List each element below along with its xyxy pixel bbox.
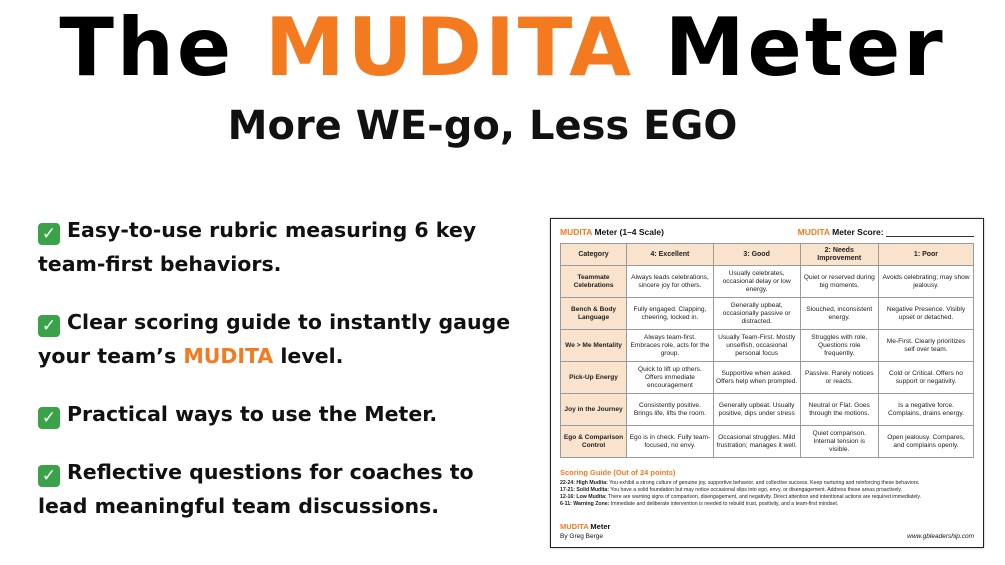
check-icon: ✓	[38, 315, 60, 337]
rubric-document-preview	[550, 218, 984, 548]
rubric-header-row	[561, 244, 974, 266]
rubric-cell: Open jealousy. Compares, and complains openly.	[878, 426, 973, 458]
footer-url: www.gbleadership.com	[907, 533, 974, 540]
rubric-cell: Negative Presence. Visibly upset or detached.	[878, 298, 973, 330]
rubric-cell: Always team-first. Embraces role, acts for the group.	[627, 330, 714, 362]
scoring-guide-line	[560, 501, 974, 508]
rubric-cell: Me-First. Clearly prioritizes self over team.	[878, 330, 973, 362]
title-pre: The	[59, 1, 235, 94]
footer-brand-accent: MUDITA	[560, 522, 589, 531]
page-subtitle: More WE-go, Less EGO	[227, 103, 738, 149]
rubric-category-cell: We > Me Mentality	[561, 330, 627, 362]
guide-text: There are warning signs of comparison, disengagement, and negativity. Direct attention and intentional actions are required immediately.	[606, 494, 922, 500]
check-icon: ✓	[38, 465, 60, 487]
rubric-row	[561, 362, 974, 394]
column-header: 1: Poor	[878, 244, 973, 266]
rubric-cell: Avoids celebrating; may show jealousy.	[878, 266, 973, 298]
feature-text: Practical ways to use the Meter.	[67, 402, 438, 426]
rubric-category-cell: Bench & Body Language	[561, 298, 627, 330]
rubric-row	[561, 266, 974, 298]
rubric-cell: Cold or Critical. Offers no support or negativity.	[878, 362, 973, 394]
document-header	[560, 227, 974, 237]
scoring-guide-line	[560, 487, 974, 494]
check-icon: ✓	[38, 407, 60, 429]
rubric-cell: Quiet comparison. Internal tension is visible.	[800, 426, 878, 458]
document-title	[560, 227, 664, 237]
rubric-cell: Generally upbeat, occasionally passive or distracted.	[713, 298, 800, 330]
rubric-category-cell: Teammate Celebrations	[561, 266, 627, 298]
guide-label: 17-21: Solid Mudita:	[560, 487, 609, 493]
rubric-row	[561, 394, 974, 426]
feature-text: level.	[273, 344, 344, 368]
rubric-category-cell: Joy in the Journey	[561, 394, 627, 426]
rubric-table	[560, 243, 974, 458]
footer-author: By Greg Berge	[560, 533, 603, 540]
rubric-cell: Quick to lift up others. Offers immediate encouragement	[627, 362, 714, 394]
column-header: 4: Excellent	[627, 244, 714, 266]
rubric-cell: Usually celebrates, occasional delay or low energy.	[713, 266, 800, 298]
column-header: 2: Needs Improvement	[800, 244, 878, 266]
guide-label: 12-16: Low Mudita:	[560, 494, 607, 500]
score-field	[798, 227, 974, 237]
rubric-category-cell: Pick-Up Energy	[561, 362, 627, 394]
guide-text: Immediate and deliberate intervention is needed to rebuild trust, positivity, and a team-first mindset.	[609, 501, 839, 507]
rubric-cell: Struggles with role. Questions role frequently.	[800, 330, 878, 362]
feature-text: Easy-to-use rubric measuring 6 key team-first behaviors.	[38, 218, 477, 276]
rubric-category-cell: Ego & Comparison Control	[561, 426, 627, 458]
footer-brand	[560, 522, 610, 531]
feature-accent: MUDITA	[183, 344, 274, 368]
score-label: Meter Score:	[829, 227, 884, 237]
rubric-cell: Quiet or reserved during big moments.	[800, 266, 878, 298]
scoring-guide-line	[560, 480, 974, 487]
column-header: Category	[561, 244, 627, 266]
feature-list	[38, 213, 528, 547]
rubric-cell: Supportive when asked. Offers help when prompted.	[713, 362, 800, 394]
document-footer	[560, 522, 974, 540]
footer-brand-rest: Meter	[588, 522, 611, 531]
rubric-cell: Neutral or Flat. Goes through the motions.	[800, 394, 878, 426]
feature-item	[38, 455, 528, 523]
document-title-accent: MUDITA	[560, 227, 593, 237]
guide-text: You exhibit a strong culture of genuine joy, supportive behavior, and collective success. Keep nurturing and reinforcing these behaviors.	[607, 480, 920, 486]
rubric-cell: Generally upbeat. Usually positive, dips under stress	[713, 394, 800, 426]
scoring-guide-title: Scoring Guide (Out of 24 points)	[560, 468, 676, 477]
rubric-cell: Occasional struggles. Mild frustration; manages it well.	[713, 426, 800, 458]
rubric-row	[561, 298, 974, 330]
guide-text: You have a solid foundation but may notice occasional slips into ego, envy, or disengagement. Address these areas proactively.	[609, 487, 903, 493]
rubric-row	[561, 426, 974, 458]
rubric-cell: Ego is in check. Fully team-focused, no envy.	[627, 426, 714, 458]
rubric-cell: Slouched, inconsistent energy.	[800, 298, 878, 330]
scoring-guide	[560, 468, 974, 508]
rubric-cell: Consistently positive. Brings life, lifts the room.	[627, 394, 714, 426]
feature-item	[38, 305, 528, 373]
check-icon: ✓	[38, 223, 60, 245]
rubric-cell: Always leads celebrations, sincere joy for others.	[627, 266, 714, 298]
score-accent: MUDITA	[797, 227, 830, 237]
page-title	[0, 2, 1005, 94]
score-blank-line	[886, 228, 974, 237]
column-header: 3: Good	[713, 244, 800, 266]
feature-item	[38, 213, 528, 281]
guide-label: 6-11: Warning Zone:	[560, 501, 610, 507]
rubric-cell: Fully engaged. Clapping, cheering, locked in.	[627, 298, 714, 330]
feature-text: Reflective questions for coaches to lead meaningful team discussions.	[38, 460, 474, 518]
scoring-guide-line	[560, 494, 974, 501]
rubric-cell: Passive. Rarely notices or reacts.	[800, 362, 878, 394]
rubric-row	[561, 330, 974, 362]
rubric-cell: Is a negative force. Complains, drains energy.	[878, 394, 973, 426]
guide-label: 22-24: High Mudita:	[560, 480, 608, 486]
document-title-rest: Meter (1–4 Scale)	[592, 227, 664, 237]
title-post: Meter	[664, 1, 946, 94]
feature-item	[38, 397, 528, 431]
title-accent: MUDITA	[264, 1, 634, 94]
rubric-cell: Usually Team-First. Mostly unselfish, occasional personal focus	[713, 330, 800, 362]
feature-text: Clear scoring guide to instantly gauge your team’s	[38, 310, 511, 368]
